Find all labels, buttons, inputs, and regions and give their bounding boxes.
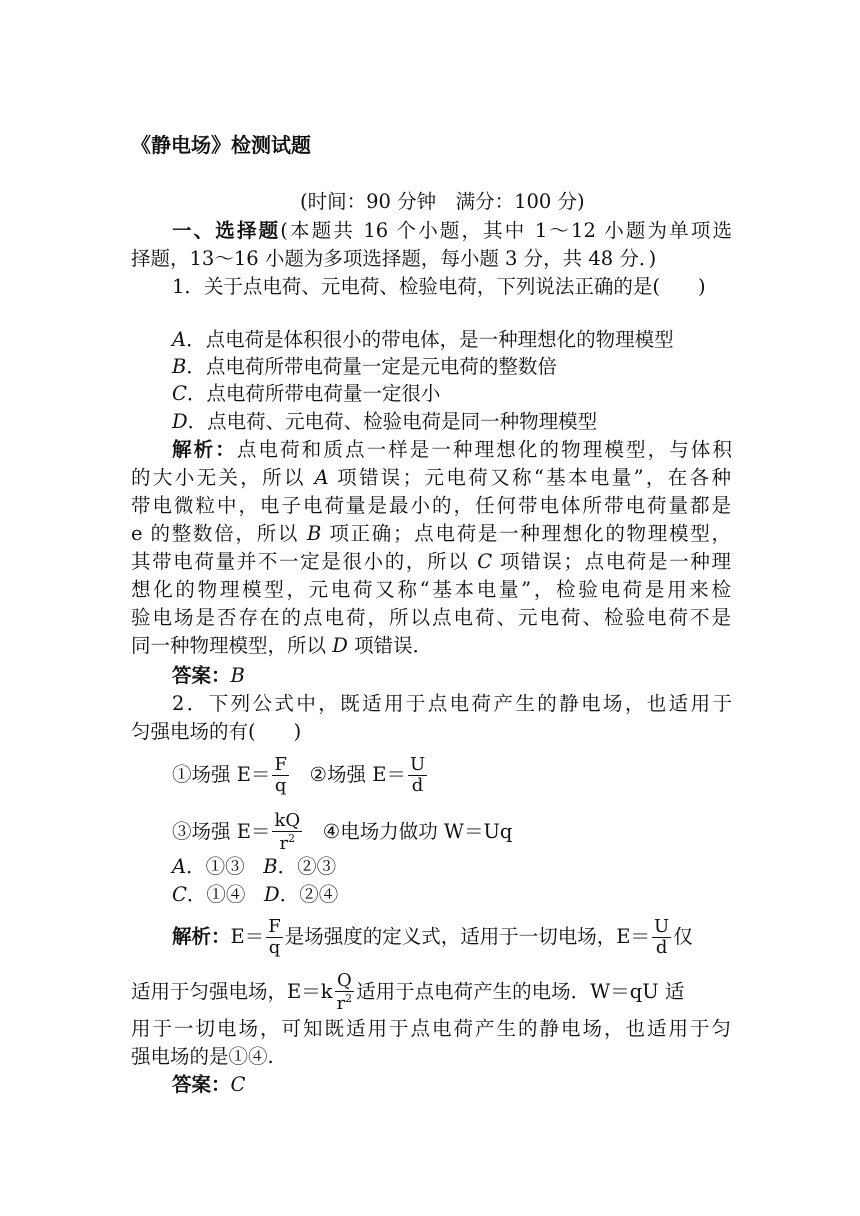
q1-analysis-line-6: 想化的物理模型，元电荷又称“基本电量”，检验电荷是用来检 [131, 578, 731, 601]
q1-analysis-line-1: 解析：点电荷和质点一样是一种理想化的物理模型，与体积 [172, 438, 732, 461]
fraction-f-over-q: $\frac{F}{q}$ [274, 754, 287, 796]
q2-options-row-1: A．①③ B．②③ [172, 855, 337, 878]
q1-analysis-line-7: 验电场是否存在的点电荷，所以点电荷、元电荷、检验电荷不是 [131, 606, 731, 629]
q1-option-a: A．点电荷是体积很小的带电体，是一种理想化的物理模型 [172, 328, 674, 351]
q1-analysis-line-8: 同一种物理模型，所以 D 项错误． [131, 634, 433, 657]
q2-analysis-line-3: 用于一切电场，可知既适用于点电荷产生的静电场，也适用于匀 [131, 1017, 731, 1040]
q1-analysis-line-2: 的大小无关，所以 A 项错误；元电荷又称“基本电量”，在各种 [131, 466, 731, 489]
q2-formulas-row-1: ①场强 E＝ $\frac{F}{q}$ ②场强 E＝ $\frac{U}{d}$ [172, 754, 426, 796]
q2-stem-1: 2．下列公式中，既适用于点电荷产生的静电场，也适用于 [172, 692, 732, 715]
q2-formulas-row-2: ③场强 E＝ $\frac{kQ}{r^2}$ ④电场力做功 W＝Uq [172, 810, 513, 854]
section-heading [172, 217, 732, 245]
exam-meta: (时间：90 分钟 满分：100 分) [300, 190, 585, 213]
section-desc-1: (本题共 16 个小题，其中 1～12 小题为单项选 [280, 219, 732, 242]
q2-analysis-line-4: 强电场的是①④. [131, 1045, 274, 1068]
fraction-u-over-d: $\frac{U}{d}$ [409, 754, 426, 796]
q1-option-c: C．点电荷所带电荷量一定很小 [172, 382, 441, 405]
q1-analysis-line-5: 其带电荷量并不一定是很小的，所以 C 项错误；点电荷是一种理 [131, 550, 731, 573]
q2-options-row-2: C．①④ D．②④ [172, 883, 339, 906]
q1-analysis-line-3: 带电微粒中，电子电荷量是最小的，任何带电体所带电荷量都是 [131, 494, 731, 517]
q2-analysis-line-1: 解析：E＝ $\frac{F}{q}$ 是场强度的定义式，适用于一切电场，E＝ $\frac{U}{d}$ 仅 [172, 916, 693, 958]
q1-analysis-line-4: e 的整数倍，所以 B 项正确；点电荷是一种理想化的物理模型， [131, 522, 731, 545]
q1-answer: 答案：B [172, 664, 245, 687]
page-title: 《静电场》检测试题 [131, 133, 311, 157]
q2-answer: 答案：C [172, 1073, 246, 1096]
q1-option-b: B．点电荷所带电荷量一定是元电荷的整数倍 [172, 355, 557, 378]
q2-stem-2: 匀强电场的有( ) [131, 720, 302, 743]
q2-analysis-line-2: 适用于匀强电场，E＝k $\frac{Q}{r^2}$ 适用于点电荷产生的电场．W＝qU 适 [131, 970, 685, 1014]
section-desc-2: 择题，13～16 小题为多项选择题，每小题 3 分，共 48 分．) [131, 247, 657, 270]
q1-option-d: D．点电荷、元电荷、检验电荷是同一种物理模型 [172, 410, 598, 433]
section-lead: 一、选择题 [172, 219, 281, 242]
fraction-kq-over-r2: $\frac{kQ}{r^2}$ [274, 810, 301, 854]
q1-stem: 1．关于点电荷、元电荷、检验电荷，下列说法正确的是( ) [172, 275, 706, 298]
